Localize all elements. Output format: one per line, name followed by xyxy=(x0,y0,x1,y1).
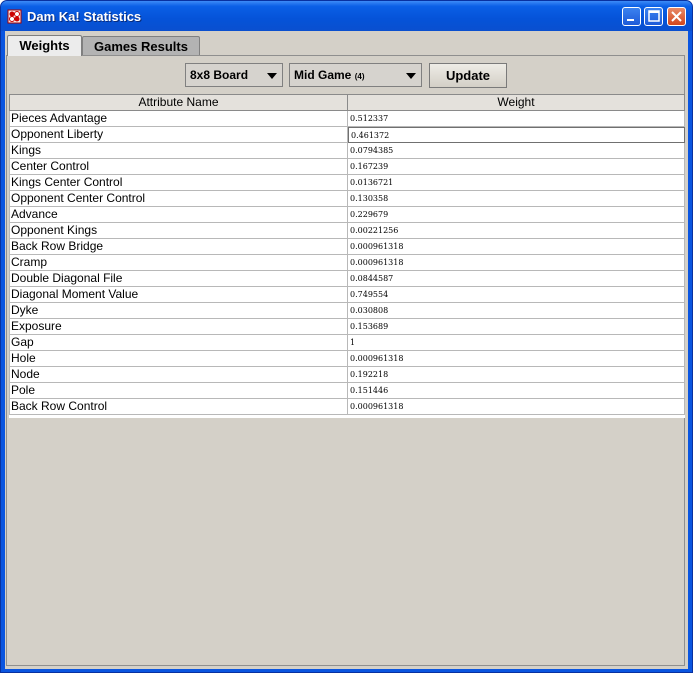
table-row[interactable] xyxy=(9,255,685,271)
attribute-name-cell[interactable]: Center Control xyxy=(9,159,348,175)
weight-cell[interactable]: 0.461372 xyxy=(348,127,685,143)
attribute-name-cell[interactable]: Node xyxy=(9,367,348,383)
table-row[interactable] xyxy=(9,287,685,303)
attribute-name-cell[interactable]: Back Row Bridge xyxy=(9,239,348,255)
board-size-value: 8x8 Board xyxy=(190,68,249,82)
weight-cell[interactable]: 0.000961318 xyxy=(348,399,685,415)
table-header xyxy=(9,94,685,111)
weight-cell[interactable]: 0.151446 xyxy=(348,383,685,399)
attribute-name-cell[interactable]: Pole xyxy=(9,383,348,399)
maximize-button[interactable] xyxy=(644,7,663,26)
window-client xyxy=(5,31,688,669)
attribute-name-cell[interactable]: Kings Center Control xyxy=(9,175,348,191)
weight-cell[interactable]: 0.153689 xyxy=(348,319,685,335)
table-row[interactable] xyxy=(9,271,685,287)
weight-cell[interactable]: 0.0844587 xyxy=(348,271,685,287)
weight-cell[interactable]: 1 xyxy=(348,335,685,351)
table-row[interactable] xyxy=(9,383,685,399)
table-row[interactable] xyxy=(9,319,685,335)
table-row[interactable] xyxy=(9,127,685,143)
weight-cell[interactable]: 0.030808 xyxy=(348,303,685,319)
close-icon xyxy=(668,8,685,25)
weights-panel xyxy=(6,55,685,666)
table-row[interactable] xyxy=(9,175,685,191)
attribute-name-cell[interactable]: Gap xyxy=(9,335,348,351)
weight-cell[interactable]: 0.167239 xyxy=(348,159,685,175)
table-row[interactable] xyxy=(9,303,685,319)
minimize-button[interactable] xyxy=(622,7,641,26)
weight-cell[interactable]: 0.000961318 xyxy=(348,351,685,367)
attribute-name-cell[interactable]: Double Diagonal File xyxy=(9,271,348,287)
weights-table xyxy=(9,94,685,418)
title-bar[interactable] xyxy=(1,1,692,31)
table-row[interactable] xyxy=(9,367,685,383)
board-size-select[interactable] xyxy=(185,63,283,87)
table-row[interactable] xyxy=(9,143,685,159)
weight-cell[interactable]: 0.000961318 xyxy=(348,239,685,255)
tab-weights[interactable] xyxy=(7,35,82,56)
weight-cell[interactable]: 0.749554 xyxy=(348,287,685,303)
app-icon xyxy=(7,9,22,24)
tab-weights-label: Weights xyxy=(19,38,70,53)
attribute-name-cell[interactable]: Back Row Control xyxy=(9,399,348,415)
tab-games-results[interactable] xyxy=(82,36,200,55)
column-header-attribute-name[interactable]: Attribute Name xyxy=(9,94,348,111)
attribute-name-cell[interactable]: Advance xyxy=(9,207,348,223)
chevron-down-icon xyxy=(267,73,277,79)
weight-cell[interactable]: 0.229679 xyxy=(348,207,685,223)
weight-cell[interactable]: 0.0794385 xyxy=(348,143,685,159)
game-phase-label: Mid Game xyxy=(294,68,352,82)
weight-cell[interactable]: 0.0136721 xyxy=(348,175,685,191)
weight-cell[interactable]: 0.130358 xyxy=(348,191,685,207)
attribute-name-cell[interactable]: Opponent Center Control xyxy=(9,191,348,207)
table-row[interactable] xyxy=(9,335,685,351)
table-row[interactable] xyxy=(9,351,685,367)
table-row[interactable] xyxy=(9,191,685,207)
weight-cell[interactable]: 0.192218 xyxy=(348,367,685,383)
attribute-name-cell[interactable]: Kings xyxy=(9,143,348,159)
game-phase-value xyxy=(294,68,364,82)
maximize-icon xyxy=(645,8,662,25)
update-button[interactable]: Update xyxy=(429,63,507,88)
table-row[interactable] xyxy=(9,207,685,223)
attribute-name-cell[interactable]: Opponent Kings xyxy=(9,223,348,239)
attribute-name-cell[interactable]: Diagonal Moment Value xyxy=(9,287,348,303)
attribute-name-cell[interactable]: Opponent Liberty xyxy=(9,127,348,143)
attribute-name-cell[interactable]: Dyke xyxy=(9,303,348,319)
chevron-down-icon xyxy=(406,73,416,79)
game-phase-suffix: (4) xyxy=(354,72,365,81)
minimize-icon xyxy=(623,8,640,25)
table-row[interactable] xyxy=(9,399,685,415)
table-row[interactable] xyxy=(9,159,685,175)
close-button[interactable] xyxy=(667,7,686,26)
weight-cell[interactable]: 0.512337 xyxy=(348,111,685,127)
attribute-name-cell[interactable]: Pieces Advantage xyxy=(9,111,348,127)
attribute-name-cell[interactable]: Exposure xyxy=(9,319,348,335)
tab-games-results-label: Games Results xyxy=(94,39,188,54)
weight-cell[interactable]: 0.00221256 xyxy=(348,223,685,239)
attribute-name-cell[interactable]: Hole xyxy=(9,351,348,367)
window-title: Dam Ka! Statistics xyxy=(27,9,142,24)
column-header-weight[interactable]: Weight xyxy=(347,94,685,111)
table-row[interactable] xyxy=(9,223,685,239)
weight-cell[interactable]: 0.000961318 xyxy=(348,255,685,271)
attribute-name-cell[interactable]: Cramp xyxy=(9,255,348,271)
table-row[interactable] xyxy=(9,239,685,255)
game-phase-select[interactable] xyxy=(289,63,422,87)
table-row[interactable] xyxy=(9,111,685,127)
